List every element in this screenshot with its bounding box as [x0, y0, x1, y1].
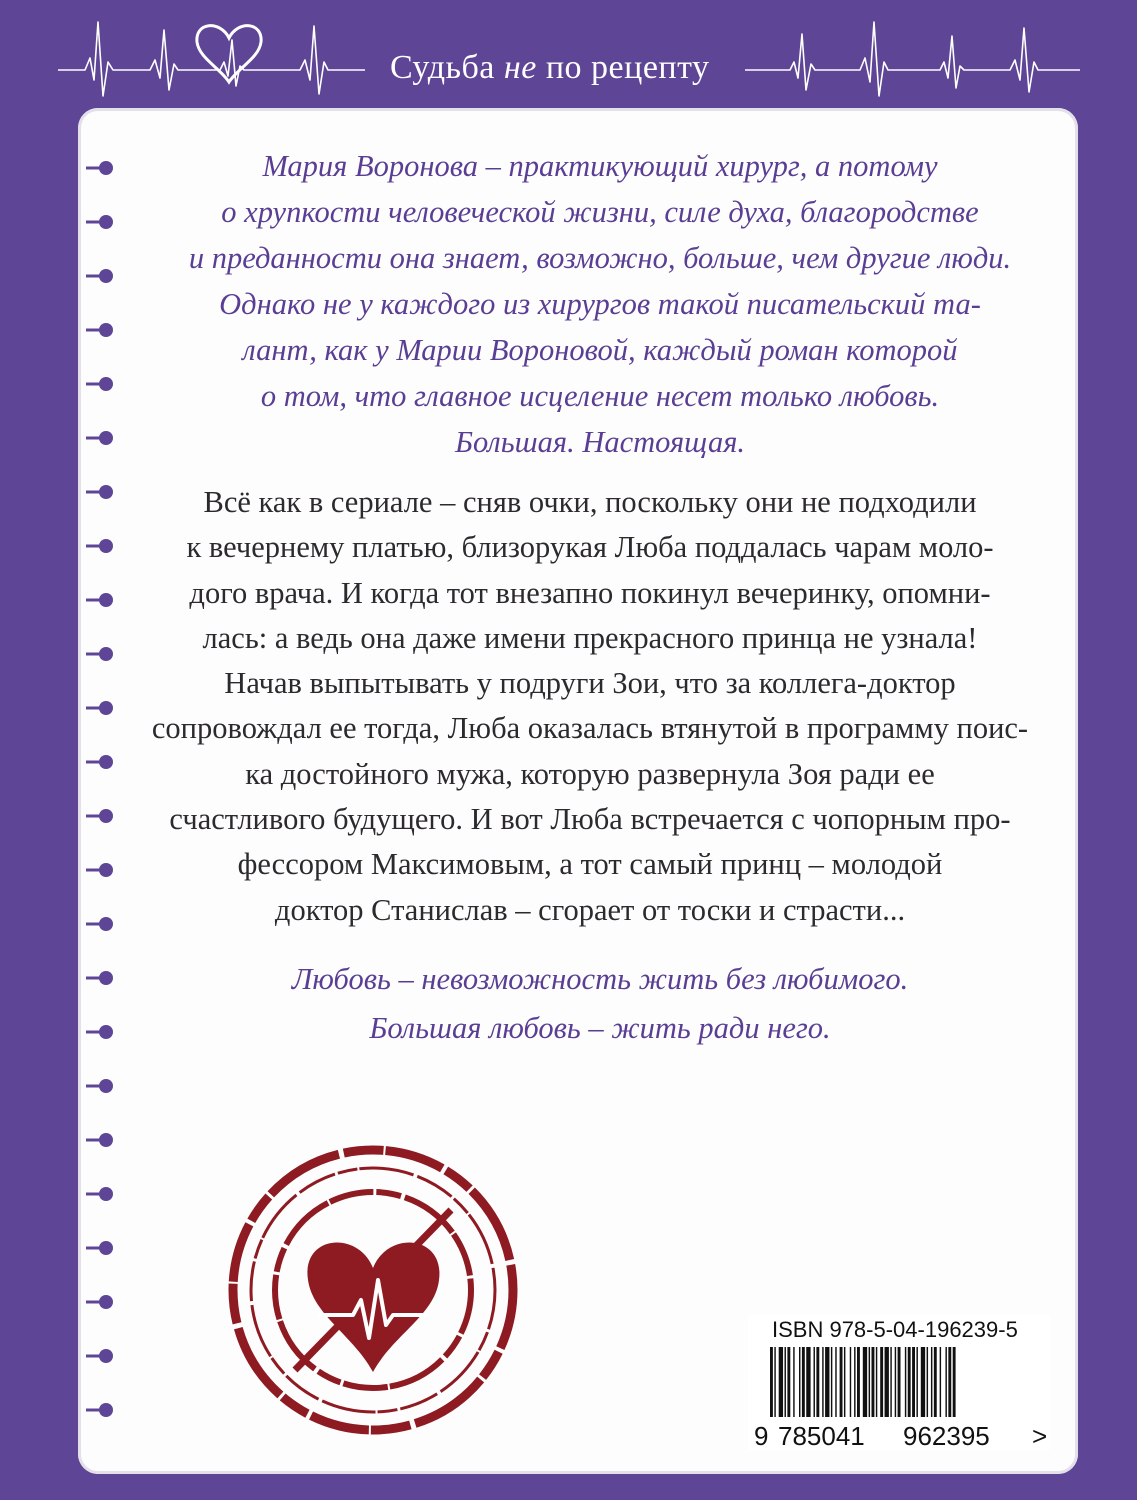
barcode-bar: [880, 1347, 883, 1417]
barcode-digit: >: [1032, 1421, 1048, 1450]
isbn-barcode: [748, 1315, 1050, 1450]
spiral-hole: [99, 269, 113, 283]
barcode-bar: [953, 1347, 956, 1417]
spiral-hole: [99, 1295, 113, 1309]
barcode-bar: [831, 1347, 832, 1417]
synopsis-line: счастливого будущего. И вот Люба встречается с чопорным про-: [169, 802, 1011, 837]
barcode-bar: [885, 1347, 889, 1417]
barcode-bar: [912, 1347, 915, 1417]
spiral-hole: [99, 377, 113, 391]
spiral-hole: [99, 863, 113, 877]
barcode-bar: [779, 1347, 783, 1417]
barcode-digit: 9: [754, 1421, 769, 1450]
barcode-bar: [948, 1347, 951, 1417]
intro-line: Однако не у каждого из хирургов такой писательский та-: [219, 287, 981, 321]
synopsis-line: Всё как в сериале – сняв очки, поскольку они не подходили: [203, 485, 977, 519]
series-header: [0, 0, 1137, 105]
barcode-bar: [793, 1347, 794, 1417]
synopsis-line: дого врача. И когда тот внезапно покинул вечеринку, опомни-: [189, 575, 991, 610]
spiral-hole: [99, 755, 113, 769]
barcode-bar: [802, 1347, 805, 1417]
barcode-bar: [908, 1347, 911, 1417]
synopsis-line: фессором Максимовым, а тот самый принц – молодой: [237, 847, 943, 882]
spiral-hole: [99, 1187, 113, 1201]
spiral-hole: [99, 431, 113, 445]
spiral-hole: [99, 323, 113, 337]
author-intro: [150, 143, 1050, 465]
spiral-hole: [99, 917, 113, 931]
barcode-bar: [854, 1347, 855, 1417]
barcode-bar: [844, 1347, 845, 1417]
spiral-hole: [99, 701, 113, 715]
spiral-holes: [0, 0, 150, 1500]
synopsis-line: Начав выпытывать у подруги Зои, что за коллега-доктор: [224, 666, 956, 701]
intro-line: Мария Воронова – практикующий хирург, а потому: [262, 149, 938, 183]
barcode-bar: [816, 1347, 819, 1417]
barcode-bar: [898, 1347, 901, 1417]
barcode-digit: 962395: [903, 1421, 990, 1450]
barcode-bar: [806, 1347, 810, 1417]
series-title: Судьба не по рецепту: [390, 49, 710, 86]
barcode-bar: [921, 1347, 925, 1417]
barcode-bar: [876, 1347, 877, 1417]
synopsis-line: доктор Станислав – сгорает от тоски и страсти...: [274, 892, 906, 927]
quote-line: Большая любовь – жить ради него.: [369, 1011, 831, 1045]
spiral-hole: [99, 1349, 113, 1363]
spiral-hole: [99, 215, 113, 229]
barcode-bar: [934, 1347, 937, 1417]
barcode-bar: [822, 1347, 823, 1417]
barcode-bar: [940, 1347, 941, 1417]
barcode-bar: [770, 1347, 773, 1417]
book-synopsis: [140, 480, 1040, 933]
barcode-bar: [872, 1347, 875, 1417]
barcode-bar: [840, 1347, 843, 1417]
spiral-hole: [99, 1133, 113, 1147]
stamp-heart-icon: [223, 1140, 523, 1440]
barcode-bar: [890, 1347, 891, 1417]
spiral-hole: [99, 1403, 113, 1417]
isbn-label: ISBN 978-5-04-196239-5: [772, 1317, 1018, 1342]
barcode-bar: [931, 1347, 932, 1417]
barcode-bar: [850, 1347, 851, 1417]
barcode-bar: [799, 1347, 800, 1417]
barcode-bar: [905, 1347, 906, 1417]
barcode-bar: [945, 1347, 946, 1417]
intro-line: о хрупкости человеческой жизни, силе духа, благородстве: [221, 195, 979, 229]
spiral-hole: [99, 647, 113, 661]
spiral-hole: [99, 971, 113, 985]
barcode-bar: [814, 1347, 815, 1417]
synopsis-line: к вечернему платью, близорукая Люба поддалась чарам моло-: [186, 530, 994, 565]
barcode-bar: [835, 1347, 836, 1417]
barcode-bar: [785, 1347, 786, 1417]
barcode-bar: [857, 1347, 860, 1417]
synopsis-line: сопровождал ее тогда, Люба оказалась втянутой в программу поис-: [151, 711, 1029, 746]
synopsis-line: ка достойного мужа, которую развернула Зоя ради ее: [245, 756, 935, 791]
love-quote: [150, 955, 1050, 1053]
barcode-bar: [916, 1347, 917, 1417]
spiral-hole: [99, 593, 113, 607]
intro-line: и преданности она знает, возможно, больше, чем другие люди.: [188, 241, 1012, 275]
spiral-hole: [99, 485, 113, 499]
barcode-digit: 785041: [778, 1421, 865, 1450]
barcode-icon: [748, 1347, 1050, 1450]
intro-line: Большая. Настоящая.: [454, 425, 746, 459]
spiral-hole: [99, 1241, 113, 1255]
spiral-hole: [99, 1025, 113, 1039]
barcode-bar: [825, 1347, 829, 1417]
spiral-hole: [99, 809, 113, 823]
intro-line: о том, что главное исцеление несет только любовь.: [260, 379, 940, 413]
barcode-bar: [863, 1347, 867, 1417]
barcode-bar: [774, 1347, 775, 1417]
synopsis-line: лась: а ведь она даже имени прекрасного принца не узнала!: [202, 620, 978, 655]
spiral-hole: [99, 539, 113, 553]
barcode-bar: [787, 1347, 790, 1417]
quote-line: Любовь – невозможность жить без любимого.: [291, 962, 909, 996]
barcode-bar: [927, 1347, 928, 1417]
spiral-hole: [99, 1079, 113, 1093]
intro-line: лант, как у Марии Вороновой, каждый роман которой: [242, 333, 958, 367]
barcode-bar: [895, 1347, 896, 1417]
barcode-bar: [869, 1347, 870, 1417]
spiral-hole: [99, 161, 113, 175]
